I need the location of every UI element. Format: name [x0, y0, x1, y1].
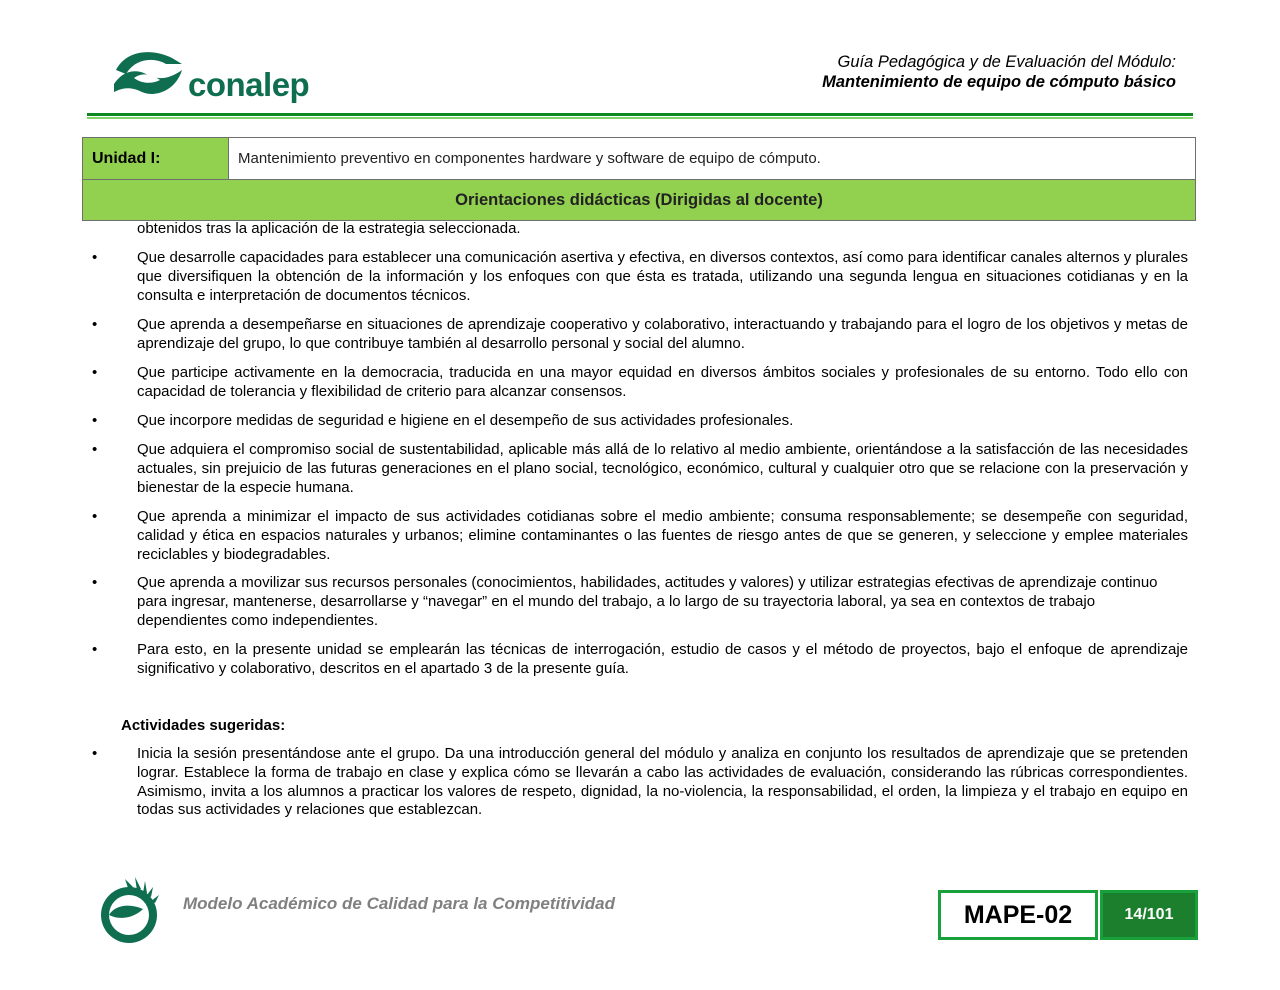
- unit-value: Mantenimiento preventivo en componentes hardware y software de equipo de cómputo.: [238, 150, 821, 167]
- bullet-marker: •: [92, 441, 98, 458]
- logo-wordmark: conalep: [188, 66, 310, 103]
- conalep-emblem-icon: [112, 50, 184, 102]
- conalep-logo: [112, 50, 312, 106]
- page-number: 14/101: [1100, 890, 1198, 940]
- bullet-item: Que desarrolle capacidades para establecer una comunicación asertiva y efectiva, en diversos contextos, así como para identificar canales alternos y plurales que diversifiquen la obtención de la información y los enfoques con que ésta es tratada, utilizando una segunda lengua en situaciones cotidianas y en la consulta e interpretación de documentos técnicos.: [137, 249, 1188, 304]
- bullet-marker: •: [92, 574, 98, 591]
- bullet-item: Que aprenda a minimizar el impacto de sus actividades cotidianas sobre el medio ambiente; consuma responsablemente; se desempeñe con seguridad, calidad y ética en espacios naturales y urbanos; elimine contaminantes o las fuentes de riesgo antes de que se generen, y seleccione y emplee materiales reciclables y biodegradables.: [137, 508, 1188, 563]
- orientaciones-heading: Orientaciones didácticas (Dirigidas al docente): [83, 180, 1195, 220]
- unit-row: [83, 138, 1195, 180]
- bullet-item: Que aprenda a desempeñarse en situaciones de aprendizaje cooperativo y colaborativo, interactuando y trabajando para el logro de los objetivos y metas de aprendizaje del grupo, lo que contribuye también al desarrollo personal y social del alumno.: [137, 316, 1188, 352]
- bullet-marker: •: [92, 364, 98, 381]
- seal-icon: [95, 875, 165, 945]
- bullet-item: Que incorpore medidas de seguridad e higiene en el desempeño de sus actividades profesionales.: [137, 412, 794, 429]
- bullet-item: Que aprenda a movilizar sus recursos personales (conocimientos, habilidades, actitudes y valores) y utilizar estrategias efectivas de aprendizaje continuo para ingresar, mantenerse, desarrollarse y “navegar” en el mundo del trabajo, a lo largo de su trayectoria laboral, ya sea en contextos de trabajo dependientes como independientes.: [137, 574, 1158, 629]
- module-code: MAPE-02: [938, 890, 1098, 940]
- unit-label: Unidad I:: [83, 138, 229, 179]
- module-title: Mantenimiento de equipo de cómputo básico: [822, 73, 1176, 91]
- header-rule: [87, 113, 1193, 116]
- bullet-item: Que adquiera el compromiso social de sustentabilidad, aplicable más allá de lo relativo al medio ambiente, orientándose a la satisfacción de las necesidades actuales, sin prejuicio de las futuras generaciones en el plano social, tecnológico, económico, cultural y cualquier otro que se relacione con la preservación y bienestar de la especie humana.: [137, 441, 1188, 496]
- bullet-marker: •: [92, 745, 98, 762]
- footer-tagline: Modelo Académico de Calidad para la Competitividad: [183, 894, 616, 913]
- guide-title: Guía Pedagógica y de Evaluación del Módulo:: [837, 53, 1176, 71]
- modelo-academico-seal: [95, 875, 165, 945]
- bullet-marker: •: [92, 412, 98, 429]
- activities-heading: Actividades sugeridas:: [121, 717, 286, 734]
- bullet-marker: •: [92, 641, 98, 658]
- continuation-text: obtenidos tras la aplicación de la estrategia seleccionada.: [137, 220, 521, 237]
- bullet-item: Para esto, en la presente unidad se emplearán las técnicas de interrogación, estudio de casos y el método de proyectos, bajo el enfoque de aprendizaje significativo y colaborativo, descritos en el apartado 3 de la presente guía.: [137, 641, 1188, 677]
- bullet-marker: •: [92, 249, 98, 266]
- bullet-item: Que participe activamente en la democracia, traducida en una mayor equidad en diversos ámbitos sociales y profesionales de su entorno. Todo ello con capacidad de tolerancia y flexibilidad de criterio para alcanzar consensos.: [137, 364, 1188, 400]
- bullet-marker: •: [92, 316, 98, 333]
- bullet-marker: •: [92, 508, 98, 525]
- unit-table: [82, 137, 1196, 221]
- activity-item: Inicia la sesión presentándose ante el grupo. Da una introducción general del módulo y analiza en conjunto los resultados de aprendizaje que se pretenden lograr. Establece la forma de trabajo en clase y explica cómo se llevarán a cabo las actividades de evaluación, considerando las rúbricas correspondientes. Asimismo, invita a los alumnos a practicar los valores de respeto, dignidad, la no-violencia, la responsabilidad, el orden, la limpieza y el trabajo en equipo en todas sus actividades y relaciones que establezcan.: [137, 745, 1188, 819]
- header-rule-light: [87, 117, 1193, 119]
- document-header: [822, 52, 1176, 92]
